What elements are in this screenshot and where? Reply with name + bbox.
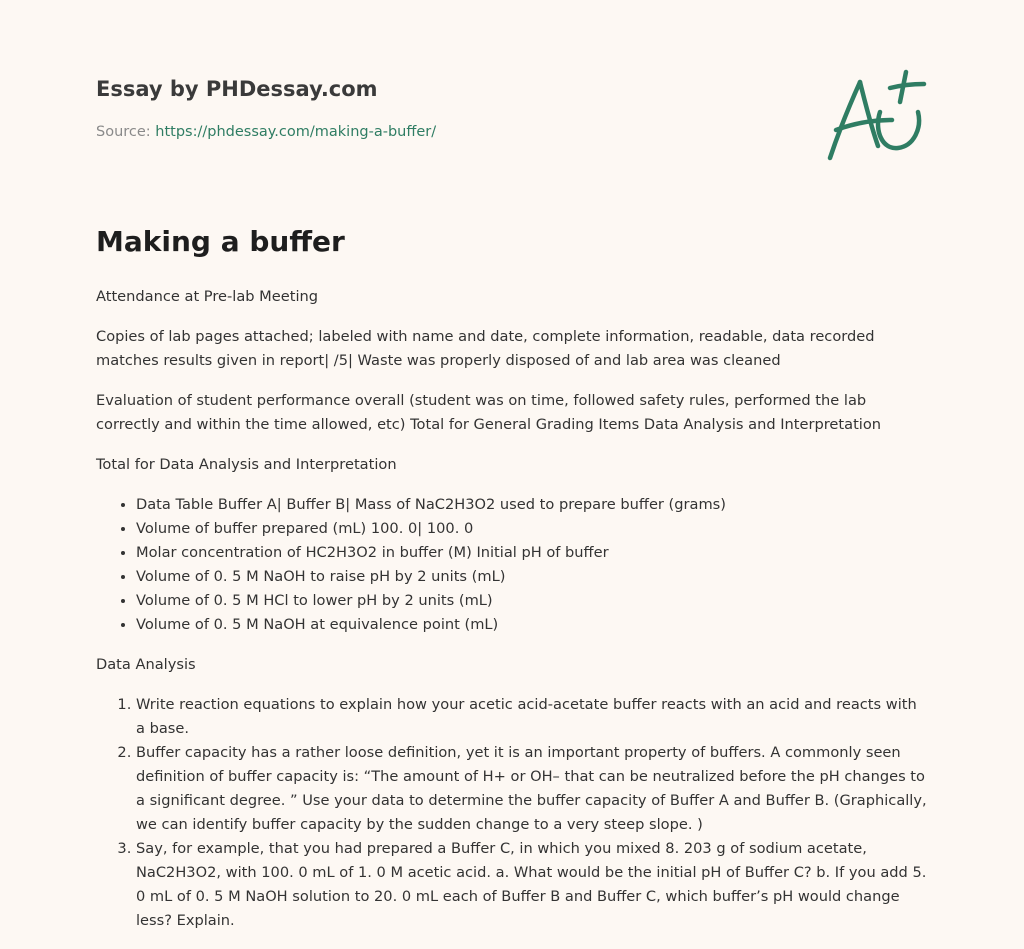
paragraph: Total for Data Analysis and Interpretation [96,456,397,473]
list-item: • Volume of 0. 5 M HCl to lower pH by 2 units (mL) [136,589,928,613]
list-item: 2. Buffer capacity has a rather loose definition, yet it is an important property of buffers. A commonly seen definition of buffer capacity is: “The amount of H+ or OH– that can be neutralized before the pH changes to a significant degree. ” Use your data to determine the buffer capacity of Buffer A and Buffer B. (Graphically, we can identify buffer capacity by the sudden change to a very steep slope. ) [136,741,928,837]
site-brand: Essay by PHDessay.com [96,77,378,101]
list-item: • Volume of 0. 5 M NaOH at equivalence point (mL) [136,613,928,637]
questions-list [96,693,928,933]
list-item: • Molar concentration of HC2H3O2 in buffer (M) Initial pH of buffer [136,541,928,565]
source-link[interactable]: https://phdessay.com/making-a-buffer/ [155,124,437,140]
list-item: • Data Table Buffer A| Buffer B| Mass of NaC2H3O2 used to prepare buffer (grams) [136,493,928,517]
paragraph: Attendance at Pre-lab Meeting [96,288,319,305]
a-plus-logo-icon [822,68,932,168]
section-label: Data Analysis [96,656,196,673]
list-item: • Volume of 0. 5 M NaOH to raise pH by 2 units (mL) [136,565,928,589]
paragraph: Evaluation of student performance overall (student was on time, followed safety rules, performed the lab correctly and within the time allowed, etc) Total for General Grading Items Data Analysis and Interpretation [96,392,882,433]
list-item: • Volume of buffer prepared (mL) 100. 0| 100. 0 [136,517,928,541]
source-label: Source: [96,124,156,140]
list-item: 1. Write reaction equations to explain how your acetic acid-acetate buffer reacts with an acid and reacts with a base. [136,693,928,741]
essay-title: Making a buffer [96,225,345,258]
source-line [96,124,436,140]
essay-body [96,285,928,949]
paragraph: Copies of lab pages attached; labeled with name and date, complete information, readable, data recorded matches results given in report| /5| Waste was properly disposed of and lab area was cleaned [96,328,875,369]
data-table-list [96,493,928,637]
list-item: 3. Say, for example, that you had prepared a Buffer C, in which you mixed 8. 203 g of sodium acetate, NaC2H3O2, with 100. 0 mL of 1. 0 M acetic acid. a. What would be the initial pH of Buffer C? b. If you add 5. 0 mL of 0. 5 M NaOH solution to 20. 0 mL each of Buffer B and Buffer C, which buffer’s pH would change less? Explain. [136,837,928,933]
